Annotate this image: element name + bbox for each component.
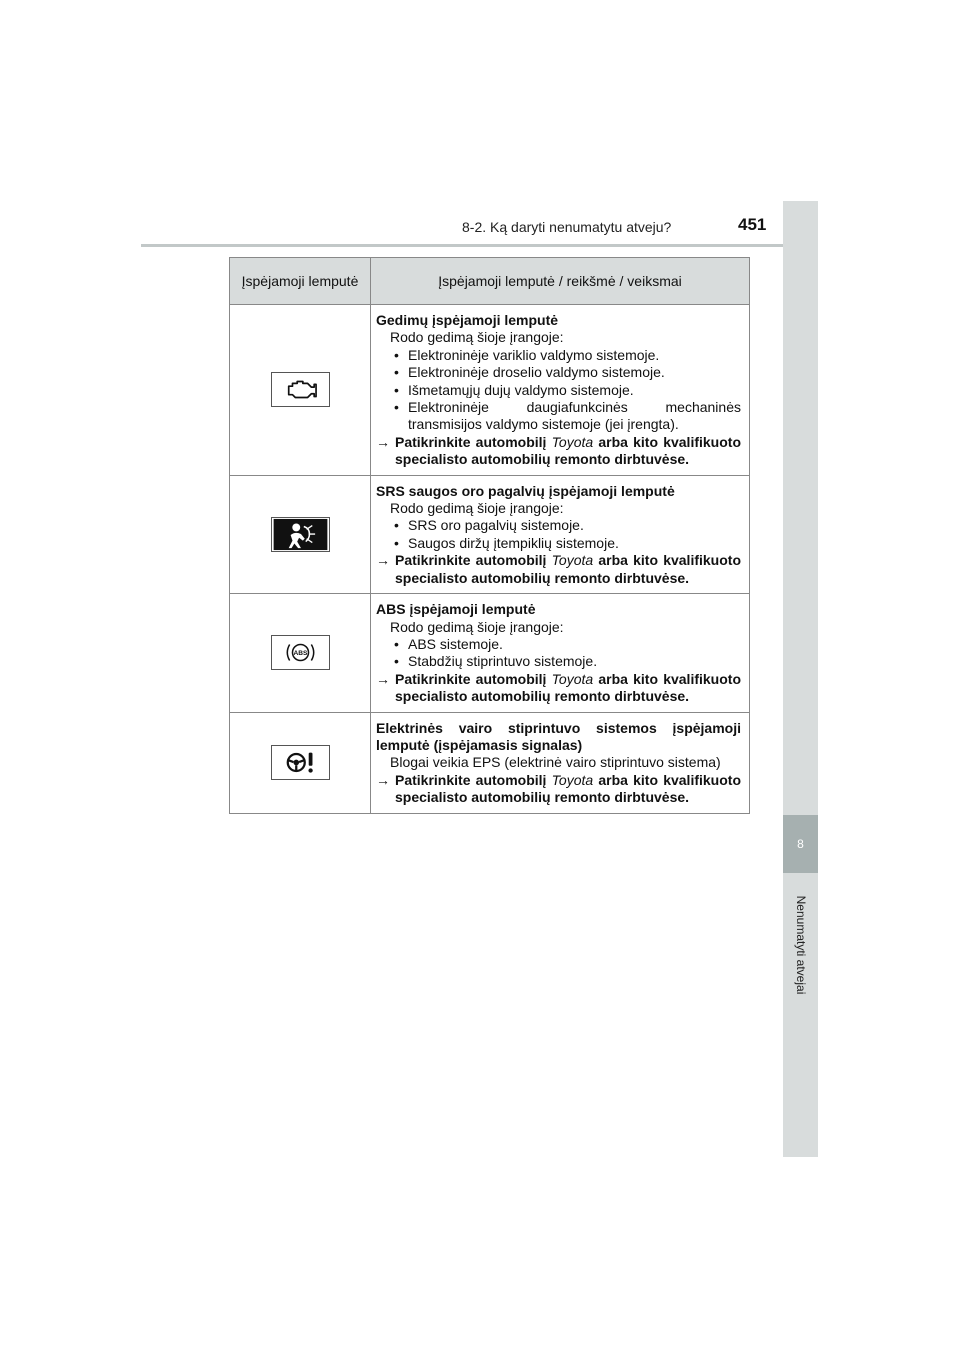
list-item: • Elektroninėje variklio valdymo sistemoje. (394, 346, 660, 363)
airbag-icon (271, 517, 330, 552)
entry-title: SRS saugos oro pagalvių įspėjamoji lemputė (376, 482, 675, 499)
section-title: 8-2. Ką daryti nenumatytu atveju? (462, 219, 672, 235)
page-number: 451 (738, 215, 767, 234)
bullet-mark: • (394, 381, 399, 398)
col-header-description: Įspėjamoji lemputė / reikšmė / veiksmai (371, 258, 750, 305)
entry-subtitle: Rodo gedimą šioje įrangoje: (390, 500, 564, 517)
arrow-icon: → (376, 433, 390, 450)
table-row (230, 305, 750, 476)
bullet-mark: • (394, 653, 399, 670)
bullet-mark: • (394, 346, 399, 363)
table-row (230, 594, 750, 712)
icon-cell (230, 475, 371, 593)
brand-name: Toyota (551, 552, 594, 569)
action-text: → Patikrinkite automobilį Toyota arba kito kvalifikuoto specialisto automobilių remonto dirbtuvėse. (376, 433, 741, 468)
description-cell (371, 475, 750, 593)
table-header-row (230, 258, 750, 305)
table-row (230, 712, 750, 813)
power-steering-warning-icon (271, 745, 330, 780)
list-item: • SRS oro pagalvių sistemoje. (394, 517, 584, 534)
icon-cell (230, 594, 371, 712)
col-header-lamp: Įspėjamoji lemputė (230, 258, 371, 305)
list-item: • Stabdžių stiprintuvo sistemoje. (394, 653, 598, 670)
check-engine-icon (271, 372, 330, 407)
action-text: → Patikrinkite automobilį Toyota arba kito kvalifikuoto specialisto automobilių remonto dirbtuvėse. (376, 670, 741, 705)
bullet-mark: • (394, 399, 399, 416)
brand-name: Toyota (551, 670, 594, 687)
list-item: • Elektroninėje droselio valdymo sistemoje. (394, 364, 665, 381)
table-row (230, 475, 750, 593)
chapter-side-tab (783, 201, 818, 1157)
chapter-number-tab: 8 (783, 815, 818, 873)
bullet-mark: • (394, 534, 399, 551)
description-cell (371, 594, 750, 712)
brand-name: Toyota (551, 433, 594, 450)
entry-title: ABS įspėjamoji lemputė (376, 601, 536, 618)
entry-title: Gedimų įspėjamoji lemputė (376, 312, 559, 328)
warning-lights-table (229, 257, 750, 814)
action-text: → Patikrinkite automobilį Toyota arba kito kvalifikuoto specialisto automobilių remonto dirbtuvėse. (376, 771, 741, 806)
arrow-icon: → (376, 670, 390, 687)
chapter-label: Nenumatyti atvejai (794, 895, 808, 995)
description-cell (371, 305, 750, 476)
entry-title: Elektrinės vairo stiprintuvo sistemos įspėjamoji lemputė (įspėjamasis signalas) (376, 719, 741, 753)
arrow-icon: → (376, 771, 390, 788)
description-cell (371, 712, 750, 813)
action-text: → Patikrinkite automobilį Toyota arba kito kvalifikuoto specialisto automobilių remonto dirbtuvėse. (376, 552, 741, 586)
header-rule (141, 244, 783, 247)
list-item: • Išmetamųjų dujų valdymo sistemoje. (394, 381, 634, 398)
icon-cell (230, 712, 371, 813)
entry-subtitle: Blogai veikia EPS (elektrinė vairo stiprintuvo sistema) (390, 754, 721, 771)
icon-cell (230, 305, 371, 476)
brand-name: Toyota (551, 771, 594, 788)
arrow-icon: → (376, 552, 390, 569)
list-item: • Elektroninėje daugiafunkcinės mechaninės transmisijos valdymo sistemoje (jei įrengta). (394, 399, 741, 433)
bullet-mark: • (394, 517, 399, 534)
list-item: • ABS sistemoje. (394, 635, 503, 652)
entry-subtitle: Rodo gedimą šioje įrangoje: (390, 329, 564, 346)
list-item: • Saugos diržų įtempiklių sistemoje. (394, 534, 619, 551)
entry-subtitle: Rodo gedimą šioje įrangoje: (390, 618, 564, 635)
bullet-mark: • (394, 635, 399, 652)
abs-icon (271, 635, 330, 670)
abs-icon-label: ABS (293, 650, 307, 658)
bullet-mark: • (394, 364, 399, 381)
